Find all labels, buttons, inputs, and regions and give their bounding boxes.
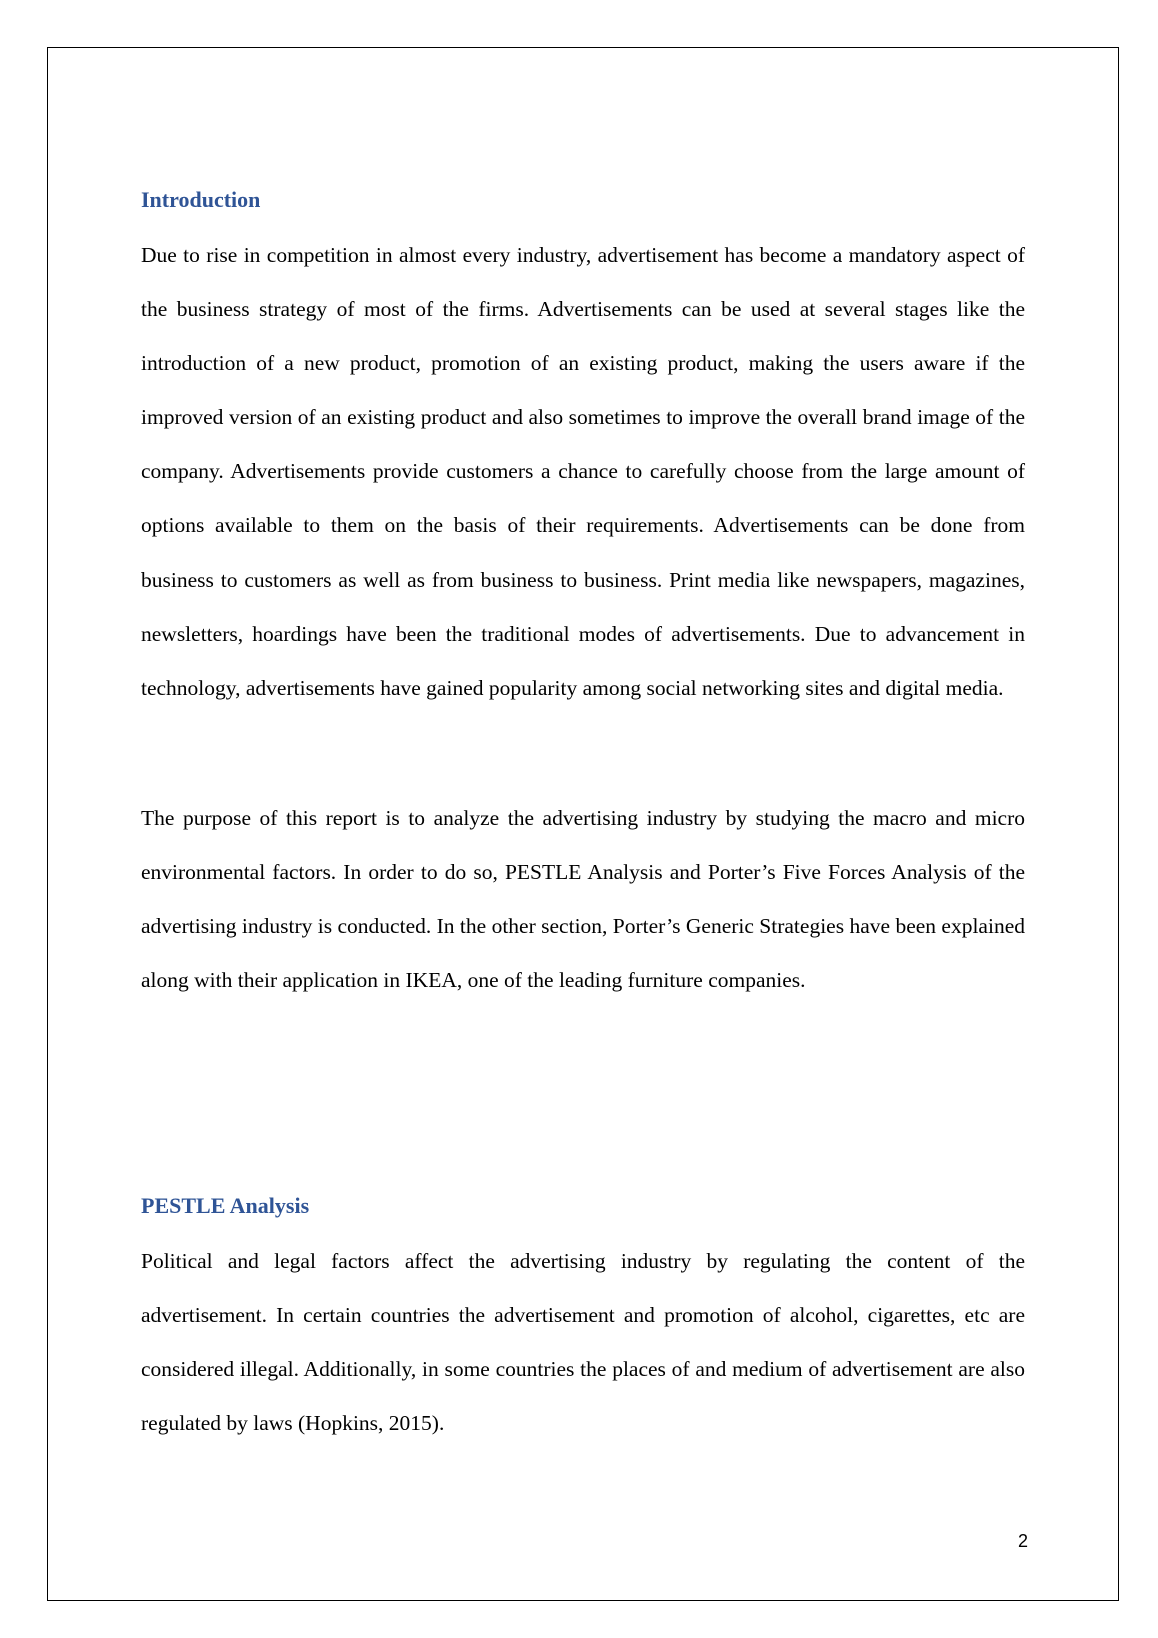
introduction-paragraph-2: The purpose of this report is to analyze the advertising industry by studying the macro and micro environmental factors. In order to do so, PESTLE Analysis and Porter’s Five Forces Analysis of the advertising industry is conducted. In the other section, Porter’s Generic Strategies have been explained along with their application in IKEA, one of the leading furniture companies. (141, 806, 1025, 993)
introduction-heading: Introduction (141, 187, 261, 212)
page-number: 2 (1017, 1531, 1028, 1551)
pestle-analysis-heading: PESTLE Analysis (141, 1193, 310, 1218)
pestle-analysis-paragraph-1: Political and legal factors affect the advertising industry by regulating the content of the advertisement. In certain countries the advertisement and promotion of alcohol, cigarettes, etc are considered illegal. Additionally, in some countries the places of and medium of advertisement are also regulated by laws (Hopkins, 2015). (141, 1249, 1025, 1436)
introduction-paragraph-1: Due to rise in competition in almost every industry, advertisement has become a mandatory aspect of the business strategy of most of the firms. Advertisements can be used at several stages like the introduction of a new product, promotion of an existing product, making the users aware if the improved version of an existing product and also sometimes to improve the overall brand image of the company. Advertisements provide customers a chance to carefully choose from the large amount of options available to them on the basis of their requirements. Advertisements can be done from business to customers as well as from business to business. Print media like newspapers, magazines, newsletters, hoardings have been the traditional modes of advertisements. Due to advancement in technology, advertisements have gained popularity among social networking sites and digital media. (141, 243, 1025, 700)
